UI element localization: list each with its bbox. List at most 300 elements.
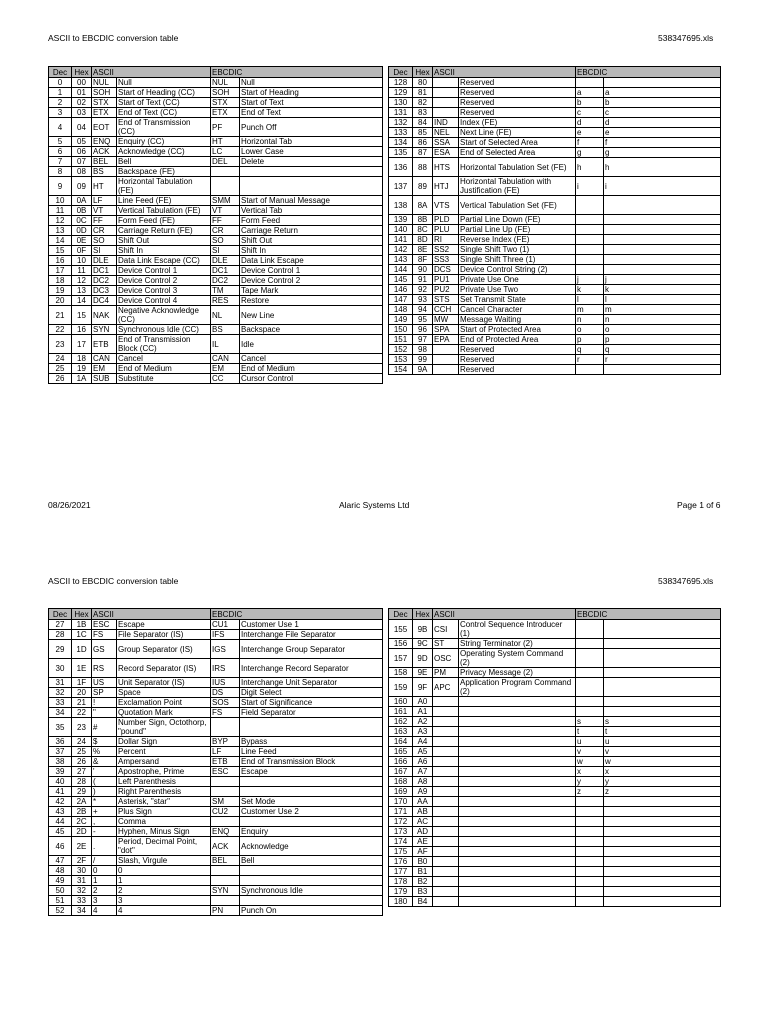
dec-cell: 132 (389, 118, 413, 128)
ebcdic-code-cell: DC1 (211, 266, 240, 276)
ascii-code-cell: HTS (433, 158, 459, 177)
dec-cell: 44 (49, 817, 72, 827)
ascii-code-cell (433, 897, 459, 907)
hex-cell: 22 (72, 708, 92, 718)
table-row (49, 620, 383, 630)
ascii-code-cell (433, 727, 459, 737)
ebcdic-desc-cell: Form Feed (240, 216, 383, 226)
hex-cell: 97 (413, 335, 433, 345)
dec-cell: 131 (389, 108, 413, 118)
hex-cell: 01 (72, 88, 92, 98)
dec-cell: 48 (49, 866, 72, 876)
ascii-code-cell (433, 767, 459, 777)
table-row (389, 215, 721, 225)
ascii-desc-cell: Vertical Tabulation Set (FE) (459, 196, 576, 215)
table-row (49, 767, 383, 777)
col-ascii: ASCII (433, 67, 576, 78)
ascii-ebcdic-table-left (48, 66, 383, 384)
table-row (49, 827, 383, 837)
ascii-desc-cell (459, 707, 576, 717)
footer-page-number: Page 1 of 6 (677, 500, 721, 510)
ebcdic-desc-cell (604, 196, 721, 215)
ebcdic-desc-cell: Interchange Record Separator (240, 659, 383, 678)
dec-cell: 156 (389, 639, 413, 649)
ascii-code-cell: + (92, 807, 117, 817)
ascii-code-cell: ST (433, 639, 459, 649)
ascii-desc-cell: Unit Separator (IS) (117, 678, 211, 688)
ascii-code-cell (433, 887, 459, 897)
ebcdic-code-cell: STX (211, 98, 240, 108)
dec-cell: 12 (49, 216, 72, 226)
ascii-code-cell: BS (92, 167, 117, 177)
ebcdic-desc-cell: Shift Out (240, 236, 383, 246)
ascii-code-cell: BEL (92, 157, 117, 167)
hex-cell: 8C (413, 225, 433, 235)
ascii-ebcdic-table-right (388, 608, 721, 907)
dec-cell: 22 (49, 325, 72, 335)
ebcdic-code-cell: SI (211, 246, 240, 256)
table-row (49, 630, 383, 640)
dec-cell: 139 (389, 215, 413, 225)
ascii-code-cell: ETX (92, 108, 117, 118)
table-row (49, 678, 383, 688)
ebcdic-desc-cell: h (604, 158, 721, 177)
header-row (389, 67, 721, 78)
ebcdic-desc-cell: Horizontal Tab (240, 137, 383, 147)
dec-cell: 47 (49, 856, 72, 866)
hex-cell: 0B (72, 206, 92, 216)
header-row (49, 67, 383, 78)
dec-cell: 49 (49, 876, 72, 886)
table-row (389, 325, 721, 335)
ebcdic-desc-cell: e (604, 128, 721, 138)
ebcdic-desc-cell (604, 897, 721, 907)
ebcdic-desc-cell: Shift In (240, 246, 383, 256)
ascii-code-cell: LF (92, 196, 117, 206)
dec-cell: 37 (49, 747, 72, 757)
dec-cell: 170 (389, 797, 413, 807)
dec-cell: 174 (389, 837, 413, 847)
ebcdic-desc-cell (604, 707, 721, 717)
hex-cell: B4 (413, 897, 433, 907)
hex-cell: 28 (72, 777, 92, 787)
ascii-desc-cell: Reserved (459, 78, 576, 88)
ebcdic-desc-cell: Tape Mark (240, 286, 383, 296)
table-row (49, 266, 383, 276)
ebcdic-desc-cell: c (604, 108, 721, 118)
dec-cell: 176 (389, 857, 413, 867)
dec-cell: 46 (49, 837, 72, 856)
ebcdic-code-cell: IUS (211, 678, 240, 688)
ebcdic-desc-cell (604, 245, 721, 255)
table-row (389, 355, 721, 365)
ascii-desc-cell: End of Medium (117, 364, 211, 374)
table-row (49, 137, 383, 147)
ebcdic-code-cell (211, 817, 240, 827)
ebcdic-desc-cell: Data Link Escape (240, 256, 383, 266)
dec-cell: 18 (49, 276, 72, 286)
dec-cell: 172 (389, 817, 413, 827)
dec-cell: 134 (389, 138, 413, 148)
dec-cell: 148 (389, 305, 413, 315)
dec-cell: 34 (49, 708, 72, 718)
ebcdic-desc-cell: Null (240, 78, 383, 88)
ascii-code-cell: " (92, 708, 117, 718)
hex-cell: 1A (72, 374, 92, 384)
ascii-code-cell (433, 355, 459, 365)
table-row (49, 856, 383, 866)
dec-cell: 142 (389, 245, 413, 255)
table-row (389, 757, 721, 767)
ebcdic-desc-cell: u (604, 737, 721, 747)
ebcdic-code-cell: HT (211, 137, 240, 147)
ascii-desc-cell: Reserved (459, 345, 576, 355)
hex-cell: 2A (72, 797, 92, 807)
ebcdic-desc-cell (604, 639, 721, 649)
table-row (389, 857, 721, 867)
hex-cell: 0F (72, 246, 92, 256)
ebcdic-code-cell: g (576, 148, 604, 158)
ascii-code-cell: US (92, 678, 117, 688)
hex-cell: 34 (72, 906, 92, 916)
ascii-desc-cell: Device Control 1 (117, 266, 211, 276)
ascii-code-cell (433, 707, 459, 717)
file-name: 538347695.xls (658, 576, 714, 586)
table-row (389, 345, 721, 355)
hex-cell: 8E (413, 245, 433, 255)
table-row (389, 620, 721, 639)
dec-cell: 173 (389, 827, 413, 837)
ascii-code-cell: SS3 (433, 255, 459, 265)
dec-cell: 32 (49, 688, 72, 698)
ebcdic-desc-cell: Interchange Unit Separator (240, 678, 383, 688)
table-row (389, 649, 721, 668)
ascii-code-cell (433, 867, 459, 877)
dec-cell: 14 (49, 236, 72, 246)
dec-cell: 52 (49, 906, 72, 916)
hex-cell: 05 (72, 137, 92, 147)
ascii-code-cell (433, 737, 459, 747)
ebcdic-code-cell: LF (211, 747, 240, 757)
ebcdic-code-cell (576, 697, 604, 707)
table-row (49, 906, 383, 916)
hex-cell: 16 (72, 325, 92, 335)
hex-cell: 09 (72, 177, 92, 196)
hex-cell: 33 (72, 896, 92, 906)
ebcdic-code-cell: EM (211, 364, 240, 374)
table-row (389, 817, 721, 827)
ascii-code-cell: DC4 (92, 296, 117, 306)
ebcdic-code-cell (576, 847, 604, 857)
table-row (389, 177, 721, 196)
ascii-code-cell: ( (92, 777, 117, 787)
ebcdic-desc-cell: Punch On (240, 906, 383, 916)
ebcdic-code-cell: v (576, 747, 604, 757)
ascii-desc-cell (459, 737, 576, 747)
ascii-code-cell: EM (92, 364, 117, 374)
ebcdic-code-cell: RES (211, 296, 240, 306)
ebcdic-code-cell (576, 78, 604, 88)
dec-cell: 31 (49, 678, 72, 688)
ebcdic-code-cell: CU2 (211, 807, 240, 817)
page-title: ASCII to EBCDIC conversion table (48, 576, 179, 586)
table-row (389, 138, 721, 148)
ascii-desc-cell: Right Parenthesis (117, 787, 211, 797)
ebcdic-code-cell: y (576, 777, 604, 787)
ebcdic-code-cell: r (576, 355, 604, 365)
hex-cell: 84 (413, 118, 433, 128)
hex-cell: AA (413, 797, 433, 807)
hex-cell: 1F (72, 678, 92, 688)
table-row (389, 365, 721, 375)
dec-cell: 19 (49, 286, 72, 296)
ascii-ebcdic-table-right (388, 66, 721, 375)
ascii-code-cell (433, 827, 459, 837)
ascii-desc-cell: Private Use One (459, 275, 576, 285)
table-row (389, 807, 721, 817)
ascii-code-cell (433, 847, 459, 857)
ascii-desc-cell (459, 897, 576, 907)
table-row (389, 867, 721, 877)
ebcdic-desc-cell (240, 777, 383, 787)
ascii-desc-cell (459, 877, 576, 887)
table-row (389, 128, 721, 138)
ebcdic-code-cell (576, 887, 604, 897)
table-row (389, 118, 721, 128)
ascii-desc-cell: File Separator (IS) (117, 630, 211, 640)
ebcdic-code-cell (211, 787, 240, 797)
table-row (49, 78, 383, 88)
ascii-desc-cell: 3 (117, 896, 211, 906)
ascii-desc-cell: Cancel Character (459, 305, 576, 315)
hex-cell: 9B (413, 620, 433, 639)
ebcdic-code-cell: ACK (211, 837, 240, 856)
hex-cell: AF (413, 847, 433, 857)
table-row (389, 148, 721, 158)
ascii-code-cell: PLU (433, 225, 459, 235)
ascii-code-cell (433, 345, 459, 355)
dec-cell: 155 (389, 620, 413, 639)
ascii-desc-cell: Carriage Return (FE) (117, 226, 211, 236)
dec-cell: 153 (389, 355, 413, 365)
ascii-code-cell: ! (92, 698, 117, 708)
ascii-desc-cell (459, 817, 576, 827)
ebcdic-desc-cell: Customer Use 2 (240, 807, 383, 817)
ascii-code-cell: APC (433, 678, 459, 697)
ascii-code-cell: DCS (433, 265, 459, 275)
ascii-code-cell: SYN (92, 325, 117, 335)
hex-cell: 99 (413, 355, 433, 365)
ebcdic-code-cell (576, 215, 604, 225)
hex-cell: 15 (72, 306, 92, 325)
ebcdic-code-cell (576, 827, 604, 837)
ascii-code-cell: VTS (433, 196, 459, 215)
ascii-desc-cell: Horizontal Tabulation (FE) (117, 177, 211, 196)
dec-cell: 128 (389, 78, 413, 88)
hex-cell: A0 (413, 697, 433, 707)
header-row (49, 609, 383, 620)
table-row (389, 777, 721, 787)
dec-cell: 45 (49, 827, 72, 837)
ebcdic-code-cell (576, 678, 604, 697)
ascii-desc-cell: Partial Line Up (FE) (459, 225, 576, 235)
dec-cell: 2 (49, 98, 72, 108)
ascii-code-cell (433, 777, 459, 787)
ebcdic-code-cell: b (576, 98, 604, 108)
dec-cell: 36 (49, 737, 72, 747)
table-row (49, 886, 383, 896)
dec-cell: 180 (389, 897, 413, 907)
ascii-code-cell: SSA (433, 138, 459, 148)
ascii-code-cell: NUL (92, 78, 117, 88)
ascii-desc-cell (459, 697, 576, 707)
ascii-code-cell (433, 78, 459, 88)
ascii-desc-cell: Shift In (117, 246, 211, 256)
table-row (49, 286, 383, 296)
table-row (389, 707, 721, 717)
ascii-code-cell: SS2 (433, 245, 459, 255)
ebcdic-code-cell (576, 797, 604, 807)
ascii-code-cell: DC3 (92, 286, 117, 296)
table-row (49, 876, 383, 886)
hex-cell: 8F (413, 255, 433, 265)
ascii-desc-cell: End of Text (CC) (117, 108, 211, 118)
table-row (49, 216, 383, 226)
dec-cell: 26 (49, 374, 72, 384)
ebcdic-code-cell: ETX (211, 108, 240, 118)
ebcdic-desc-cell (604, 649, 721, 668)
ebcdic-code-cell: ETB (211, 757, 240, 767)
col-ascii: ASCII (92, 609, 211, 620)
hex-cell: 03 (72, 108, 92, 118)
ebcdic-code-cell: t (576, 727, 604, 737)
ebcdic-desc-cell (604, 678, 721, 697)
col-hex: Hex (413, 609, 433, 620)
ascii-code-cell: $ (92, 737, 117, 747)
ascii-code-cell (433, 747, 459, 757)
table-row (49, 698, 383, 708)
table-row (49, 296, 383, 306)
ascii-desc-cell (459, 857, 576, 867)
ascii-desc-cell: Enquiry (CC) (117, 137, 211, 147)
ascii-code-cell (433, 817, 459, 827)
hex-cell: 12 (72, 276, 92, 286)
ebcdic-desc-cell: Device Control 2 (240, 276, 383, 286)
ebcdic-desc-cell (240, 177, 383, 196)
ebcdic-code-cell (576, 807, 604, 817)
table-row (389, 265, 721, 275)
ebcdic-desc-cell: n (604, 315, 721, 325)
ebcdic-code-cell: TM (211, 286, 240, 296)
dec-cell: 25 (49, 364, 72, 374)
ascii-code-cell: NEL (433, 128, 459, 138)
hex-cell: A4 (413, 737, 433, 747)
ascii-desc-cell: Start of Protected Area (459, 325, 576, 335)
ebcdic-desc-cell (240, 866, 383, 876)
hex-cell: 1C (72, 630, 92, 640)
ebcdic-code-cell (211, 876, 240, 886)
table-row (389, 697, 721, 707)
ascii-code-cell: & (92, 757, 117, 767)
table-row (49, 708, 383, 718)
table-row (49, 896, 383, 906)
ascii-code-cell: 2 (92, 886, 117, 896)
ebcdic-code-cell (576, 639, 604, 649)
ebcdic-desc-cell: Set Mode (240, 797, 383, 807)
ascii-desc-cell: Start of Text (CC) (117, 98, 211, 108)
dec-cell: 136 (389, 158, 413, 177)
ebcdic-desc-cell: Device Control 1 (240, 266, 383, 276)
ebcdic-desc-cell: d (604, 118, 721, 128)
header-row (389, 609, 721, 620)
ascii-desc-cell: String Terminator (2) (459, 639, 576, 649)
table-row (389, 108, 721, 118)
ascii-desc-cell: End of Transmission (CC) (117, 118, 211, 137)
ebcdic-code-cell: h (576, 158, 604, 177)
ascii-code-cell: HTJ (433, 177, 459, 196)
ascii-desc-cell (459, 847, 576, 857)
dec-cell: 10 (49, 196, 72, 206)
ebcdic-desc-cell (604, 668, 721, 678)
ebcdic-desc-cell: Backspace (240, 325, 383, 335)
ascii-desc-cell: 1 (117, 876, 211, 886)
ascii-code-cell: SUB (92, 374, 117, 384)
table-row (49, 276, 383, 286)
ascii-code-cell: PU2 (433, 285, 459, 295)
table-row (49, 837, 383, 856)
col-dec: Dec (389, 67, 413, 78)
ebcdic-desc-cell (240, 718, 383, 737)
dec-cell: 140 (389, 225, 413, 235)
table-row (389, 335, 721, 345)
hex-cell: 1E (72, 659, 92, 678)
ascii-code-cell: , (92, 817, 117, 827)
ascii-desc-cell (459, 787, 576, 797)
ebcdic-desc-cell: Lower Case (240, 147, 383, 157)
table-row (49, 757, 383, 767)
ascii-desc-cell (459, 727, 576, 737)
hex-cell: 2D (72, 827, 92, 837)
dec-cell: 1 (49, 88, 72, 98)
dec-cell: 33 (49, 698, 72, 708)
hex-cell: 17 (72, 335, 92, 354)
ebcdic-desc-cell: k (604, 285, 721, 295)
ebcdic-desc-cell (240, 817, 383, 827)
ascii-code-cell: 0 (92, 866, 117, 876)
hex-cell: 0C (72, 216, 92, 226)
ascii-code-cell: NAK (92, 306, 117, 325)
ascii-desc-cell: 4 (117, 906, 211, 916)
dec-cell: 175 (389, 847, 413, 857)
dec-cell: 169 (389, 787, 413, 797)
page-title: ASCII to EBCDIC conversion table (48, 33, 179, 43)
ascii-code-cell (433, 797, 459, 807)
col-hex: Hex (72, 67, 92, 78)
ascii-desc-cell: Plus Sign (117, 807, 211, 817)
dec-cell: 143 (389, 255, 413, 265)
dec-cell: 39 (49, 767, 72, 777)
ebcdic-desc-cell (604, 887, 721, 897)
ebcdic-desc-cell: s (604, 717, 721, 727)
hex-cell: 30 (72, 866, 92, 876)
hex-cell: A6 (413, 757, 433, 767)
hex-cell: AD (413, 827, 433, 837)
ascii-code-cell (433, 98, 459, 108)
dec-cell: 135 (389, 148, 413, 158)
ascii-desc-cell: Space (117, 688, 211, 698)
hex-cell: 02 (72, 98, 92, 108)
ascii-desc-cell: Null (117, 78, 211, 88)
